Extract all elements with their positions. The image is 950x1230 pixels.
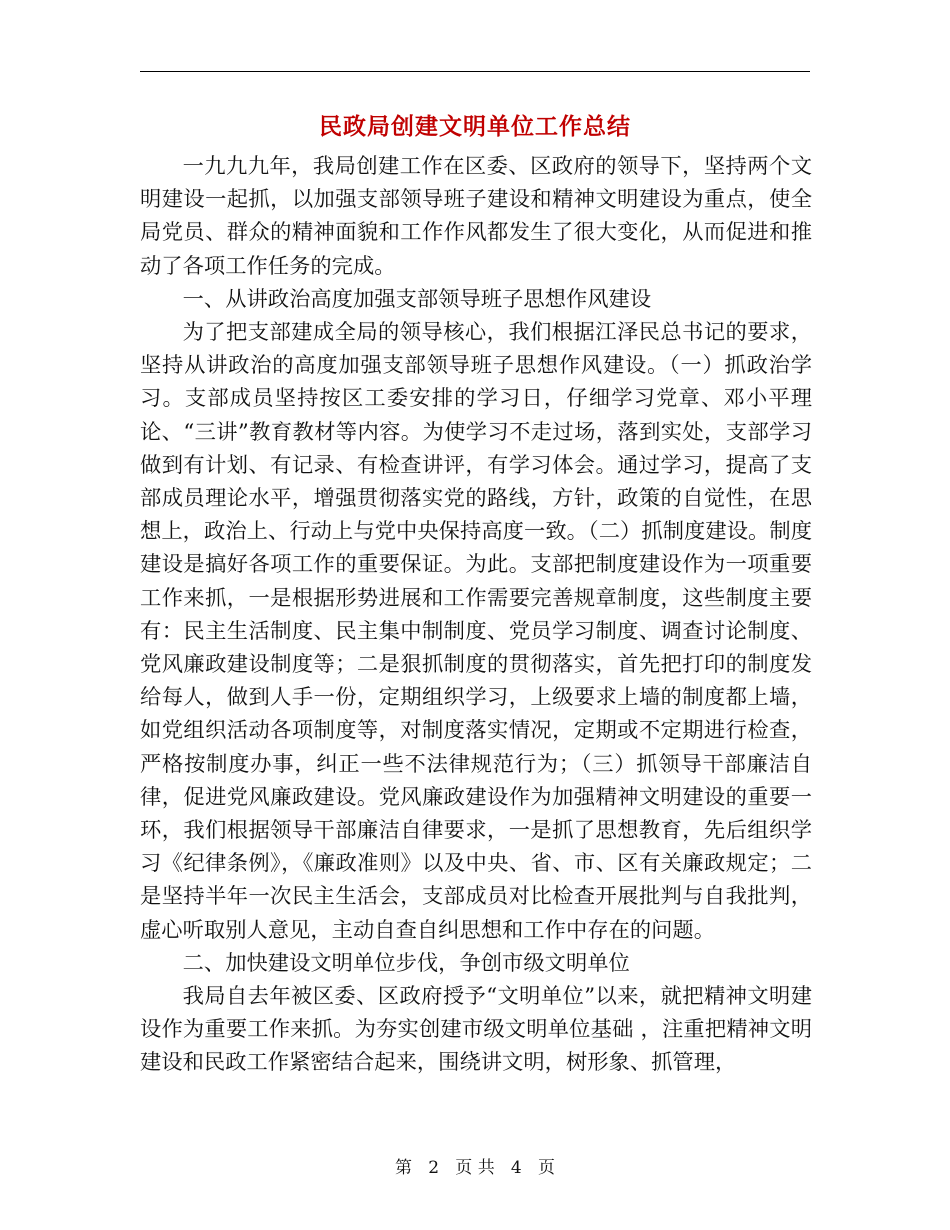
paragraph-intro: 一九九九年，我局创建工作在区委、区政府的领导下，坚持两个文明建设一起抓，以加强支部领导班子建设和精神文明建设为重点，使全局党员、群众的精神面貌和工作作风都发生了很大变化，从而促进和推动了各项工作任务的完成。 <box>140 154 812 279</box>
paragraph-section-2: 我局自去年被区委、区政府授予“文明单位”以来，就把精神文明建设作为重要工作来抓。为夯实创建市级文明单位基础 ，注重把精神文明建设和民政工作紧密结合起来，围绕讲文明，树形象、抓管理， <box>140 984 812 1076</box>
document-body <box>140 150 812 1080</box>
page-footer <box>0 1153 950 1178</box>
header-rule <box>140 71 810 72</box>
current-page-number: 2 <box>428 1158 440 1178</box>
page-label-prefix: 第 <box>395 1158 413 1178</box>
document-title: 民政局创建文明单位工作总结 <box>319 113 631 140</box>
section-heading-1: 一、从讲政治高度加强支部领导班子思想作风建设 <box>182 286 652 312</box>
paragraph-section-1: 为了把支部建成全局的领导核心，我们根据江泽民总书记的要求，坚持从讲政治的高度加强支部领导班子思想作风建设。（一）抓政治学习。支部成员坚持按区工委安排的学习日，仔细学习党章、邓小平理论、“三讲”教育教材等内容。为使学习不走过场，落到实处，支部学习做到有计划、有记录、有检查讲评，有学习体会。通过学习，提高了支部成员理论水平，增强贯彻落实党的路线，方针，政策的自觉性，在思想上，政治上、行动上与党中央保持高度一致。（二）抓制度建设。制度建设是搞好各项工作的重要保证。为此。支部把制度建设作为一项重要工作来抓，一是根据形势进展和工作需要完善规章制度，这些制度主要有：民主生活制度、民主集中制制度、党员学习制度、调查讨论制度、党风廉政建设制度等；二是狠抓制度的贯彻落实，首先把打印的制度发给每人，做到人手一份，定期组织学习，上级要求上墙的制度都上墙，如党组织活动各项制度等，对制度落实情况，定期或不定期进行检查，严格按制度办事，纠正一些不法律规范行为；（三）抓领导干部廉洁自律，促进党风廉政建设。党风廉政建设作为加强精神文明建设的重要一环，我们根据领导干部廉洁自律要求，一是抓了思想教育，先后组织学习《纪律条例》，《廉政准则》以及中央、省、市、区有关廉政规定；二是坚持半年一次民主生活会，支部成员对比检查开展批判与自我批判，虚心听取别人意见，主动自查自纠思想和工作中存在的问题。 <box>140 320 812 943</box>
page-label-mid: 页 共 <box>455 1158 495 1178</box>
page-label-suffix: 页 <box>537 1158 555 1178</box>
total-pages-number: 4 <box>510 1158 522 1178</box>
section-heading-2: 二、加快建设文明单位步伐，争创市级文明单位 <box>182 950 630 976</box>
